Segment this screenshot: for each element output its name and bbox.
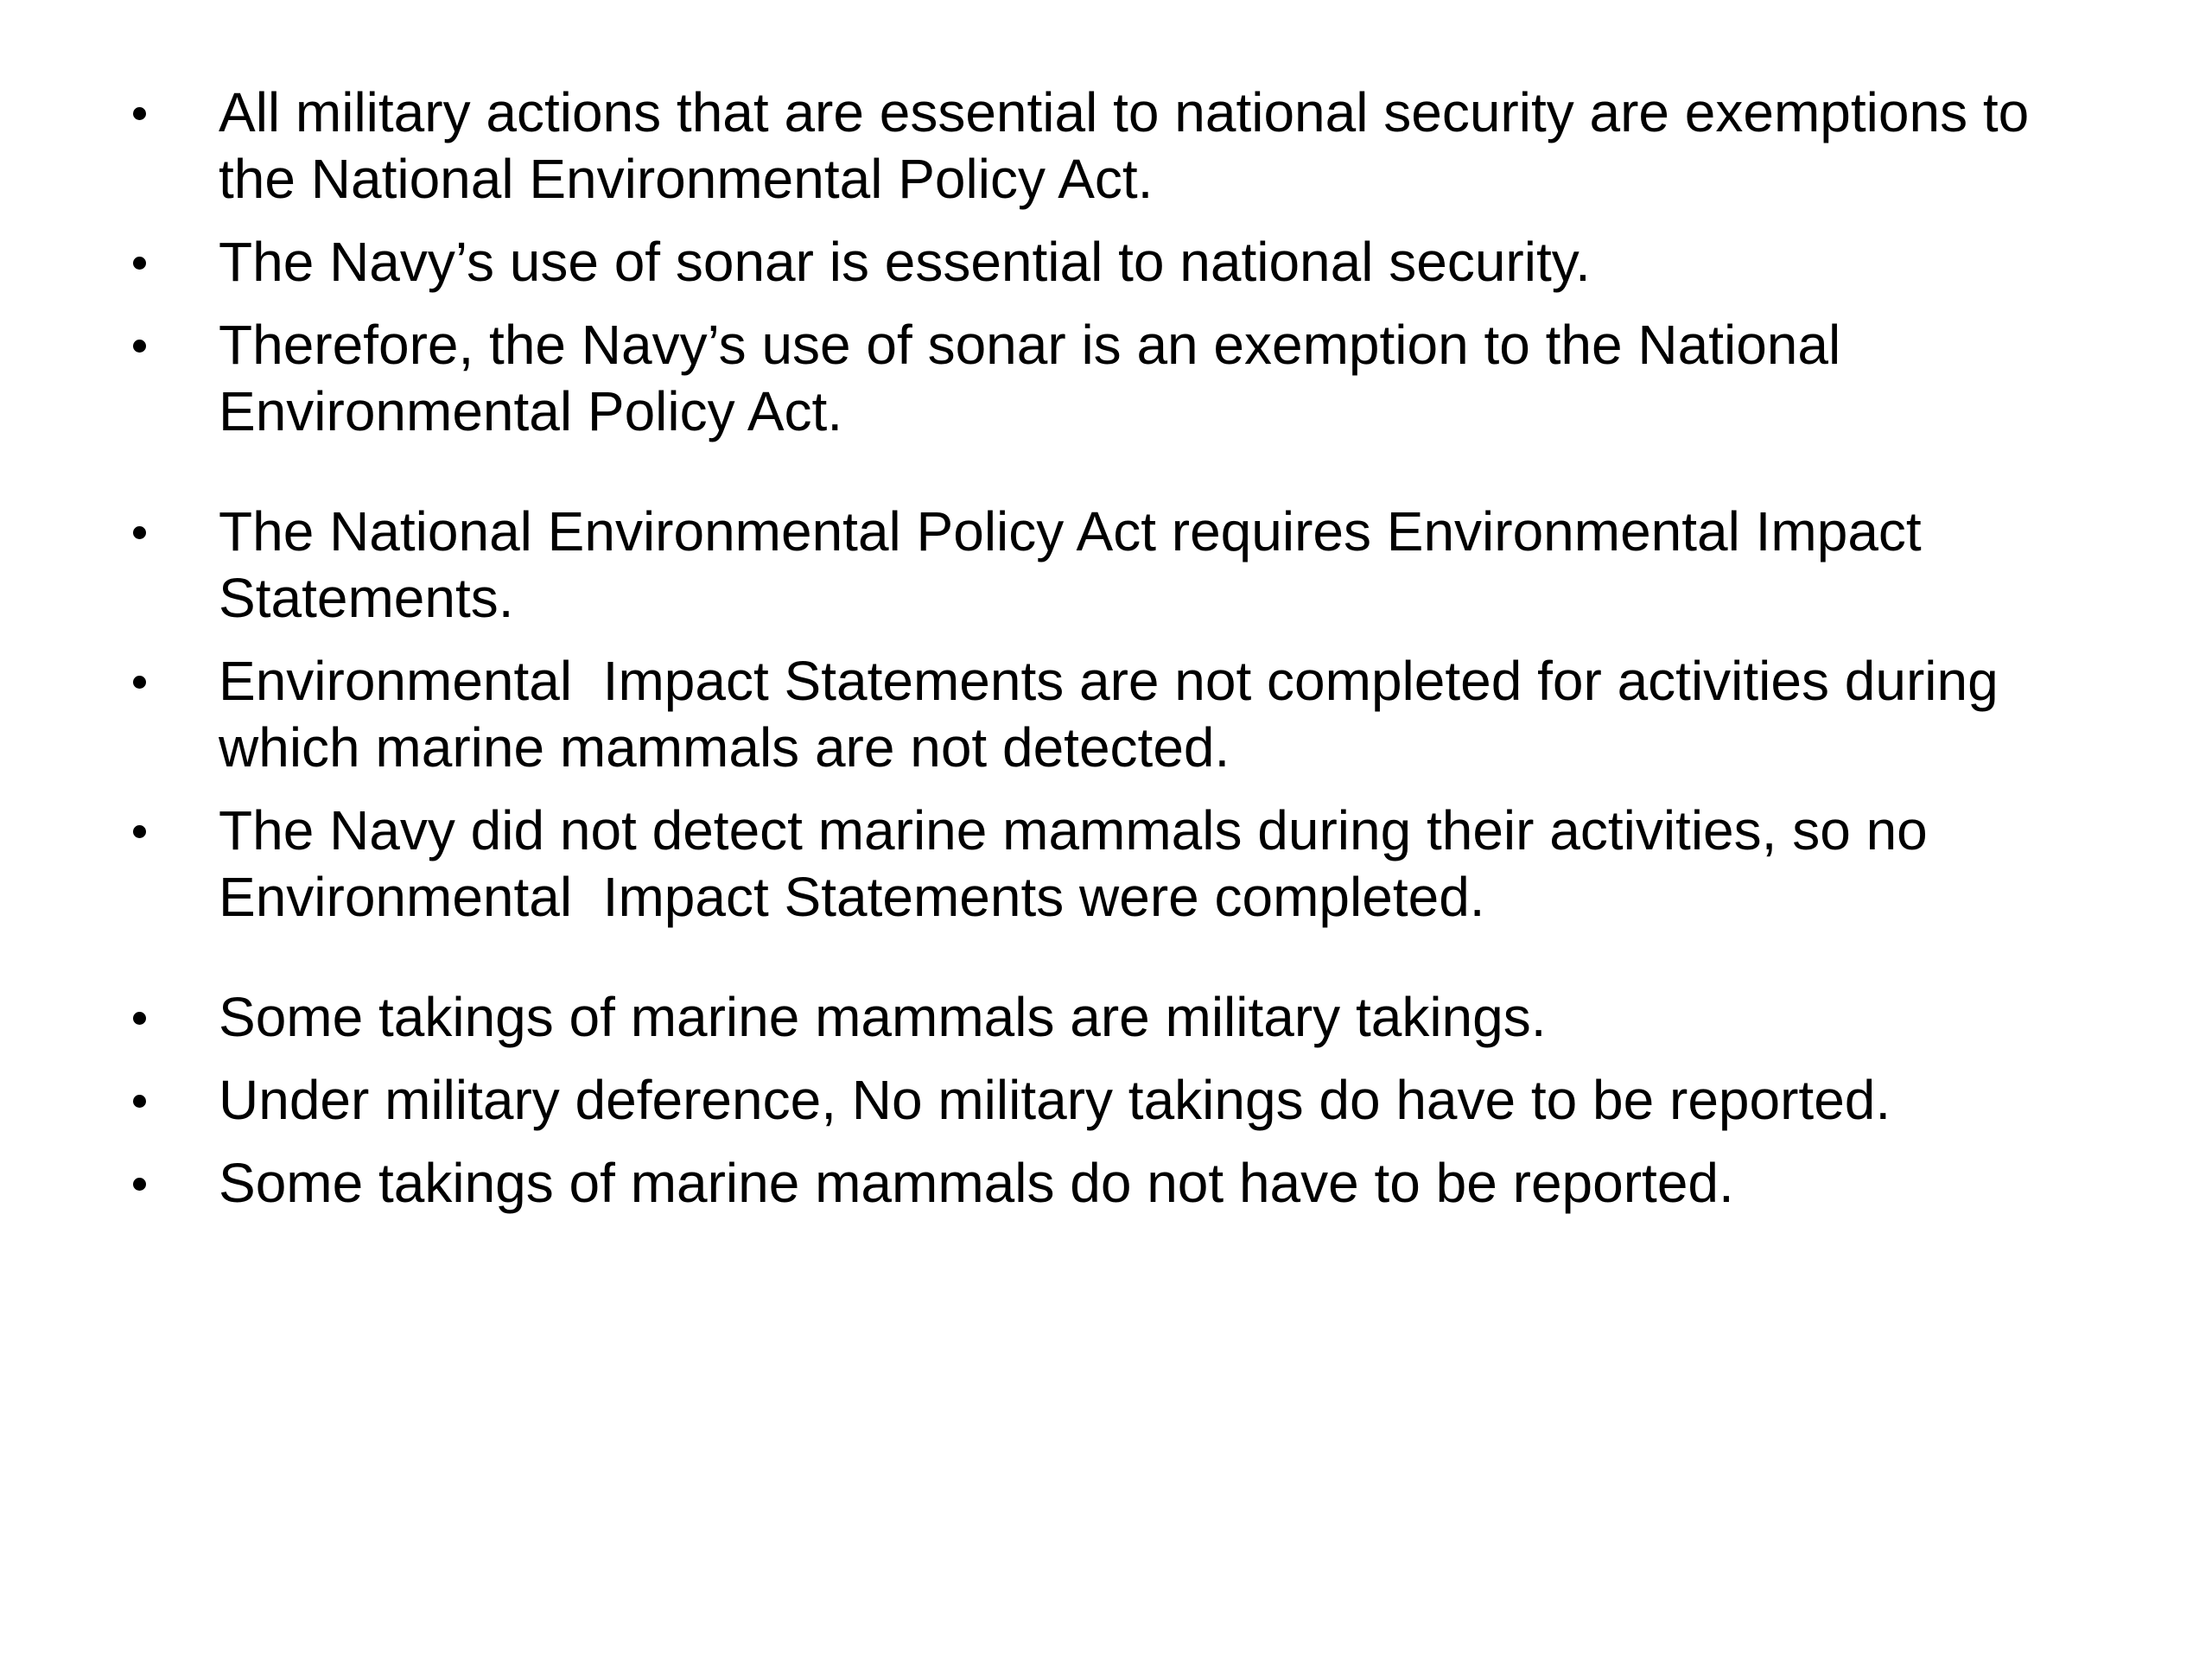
bullet-dot-icon [133, 107, 146, 120]
bullet-item [130, 79, 2117, 213]
bullet-dot-icon [133, 1178, 146, 1191]
bullet-dot-icon [133, 526, 146, 539]
bullet-item [130, 798, 2117, 931]
bullet-item [130, 1067, 2117, 1134]
bullet-item [130, 984, 2117, 1051]
bullet-text: Environmental Impact Statements are not completed for activities during which marine mammals are not detected. [219, 650, 2014, 779]
bullet-text: The Navy’s use of sonar is essential to national security. [219, 231, 1591, 293]
bullet-text: Under military deference, No military takings do have to be reported. [219, 1069, 1891, 1131]
bullet-list [130, 79, 2117, 1233]
bullet-item [130, 499, 2117, 632]
bullet-item [130, 1150, 2117, 1217]
bullet-item [130, 229, 2117, 296]
bullet-text: Some takings of marine mammals do not have to be reported. [219, 1152, 1734, 1214]
bullet-text: All military actions that are essential to national security are exemptions to the National Environmental Policy Act. [219, 81, 2044, 210]
bullet-dot-icon [133, 1012, 146, 1025]
bullet-dot-icon [133, 340, 146, 353]
bullet-text: The National Environmental Policy Act requires Environmental Impact Statements. [219, 500, 1937, 629]
bullet-dot-icon [133, 825, 146, 838]
bullet-item [130, 312, 2117, 445]
bullet-dot-icon [133, 1095, 146, 1108]
bullet-dot-icon [133, 676, 146, 689]
bullet-text: The Navy did not detect marine mammals during their activities, so no Environmental Impact Statements were completed. [219, 799, 1943, 928]
bullet-dot-icon [133, 257, 146, 270]
bullet-text: Some takings of marine mammals are military takings. [219, 986, 1547, 1048]
bullet-item [130, 648, 2117, 781]
bullet-text: Therefore, the Navy’s use of sonar is an exemption to the National Environmental Policy Act. [219, 314, 1856, 442]
